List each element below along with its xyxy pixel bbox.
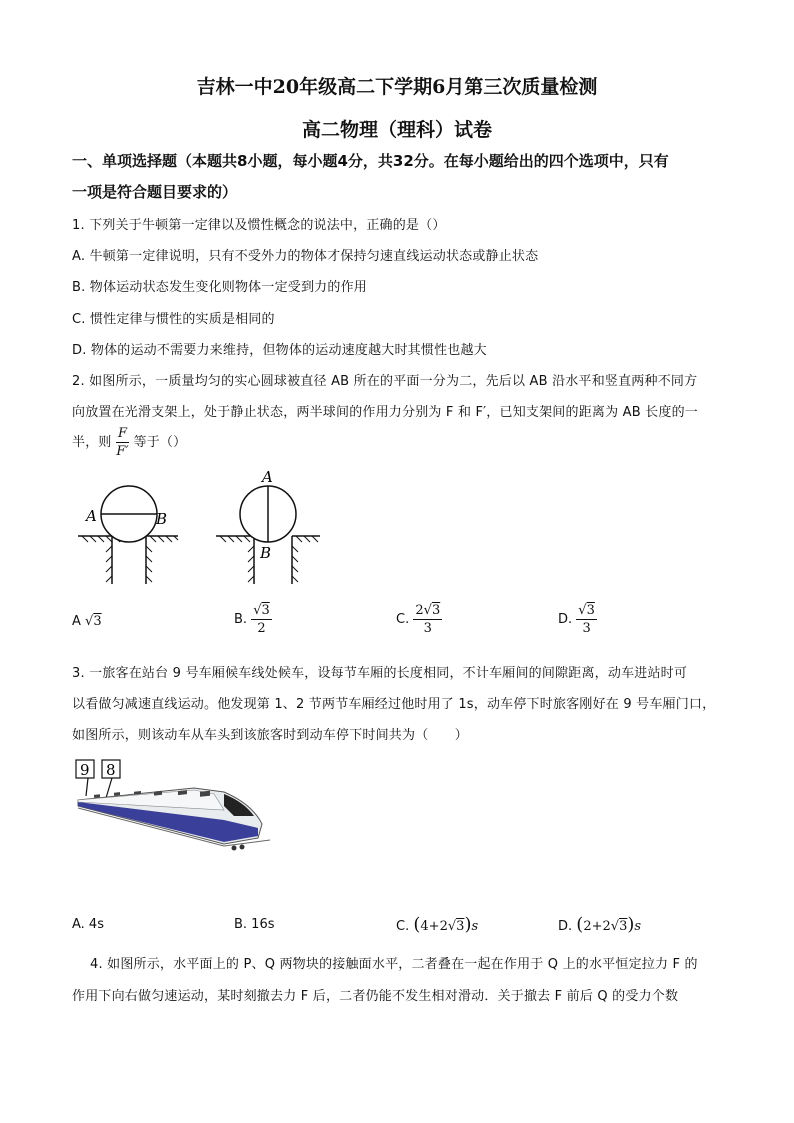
q3-platform-signs bbox=[76, 760, 120, 798]
section-heading-line2: 一项是符合题目要求的） bbox=[72, 183, 238, 201]
section-heading-line1: 一、单项选择题（本题共8小题，每小题4分，共32分。在每小题给出的四个选项中，只有 bbox=[72, 152, 669, 170]
q3-option-d: D. (2+2√3)s bbox=[558, 914, 642, 935]
q3-option-d-a: 2 bbox=[583, 919, 592, 934]
q2-option-d-den: 3 bbox=[582, 621, 591, 636]
q2-option-d-radicand: 3 bbox=[586, 603, 595, 618]
q3-sign-8: 8 bbox=[106, 761, 116, 779]
sqrt-icon: √ bbox=[610, 919, 620, 934]
sqrt-icon: √ bbox=[578, 603, 587, 618]
q2-sphere-figure bbox=[70, 466, 330, 590]
q2-option-c-coef: 2 bbox=[415, 603, 424, 618]
q1-option-c: C. 惯性定律与惯性的实质是相同的 bbox=[72, 312, 275, 327]
q3-option-d-unit: s bbox=[634, 919, 642, 934]
sqrt-icon: √ bbox=[447, 919, 457, 934]
q2-option-d-label: D. bbox=[558, 612, 573, 627]
q2-option-a bbox=[72, 614, 102, 629]
q3-option-d-label: D. bbox=[558, 919, 573, 934]
q2-fraction bbox=[116, 425, 129, 460]
q2-line2: 向放置在光滑支架上，处于静止状态，两半球间的作用力分别为 F 和 F′，已知支架间的距离为 AB 长度的一 bbox=[72, 405, 698, 420]
q3-option-c: C. (4+2√3)s bbox=[396, 914, 479, 935]
q2-line3-pre: 半，则 bbox=[72, 435, 112, 450]
q3-option-c-label: C. bbox=[396, 919, 410, 934]
q2-label-right-b: B bbox=[260, 544, 272, 562]
q3-option-c-radicand: 3 bbox=[456, 919, 465, 934]
q2-label-right-a: A bbox=[262, 468, 273, 486]
q2-frac-den: F′ bbox=[116, 444, 129, 459]
q2-option-d bbox=[558, 602, 597, 637]
q2-option-a-label: A bbox=[72, 614, 81, 629]
q2-line3 bbox=[72, 425, 186, 460]
q1-option-b: B. 物体运动状态发生变化则物体一定受到力的作用 bbox=[72, 280, 367, 295]
exam-subtitle: 高二物理（理科）试卷 bbox=[301, 119, 492, 141]
q2-option-b bbox=[234, 602, 272, 637]
q1-option-d: D. 物体的运动不需要力来维持，但物体的运动速度越大时其惯性也越大 bbox=[72, 343, 487, 358]
sqrt-icon: √ bbox=[253, 603, 262, 618]
q3-train bbox=[78, 788, 270, 851]
sqrt-icon: √ bbox=[423, 603, 432, 618]
q2-line1: 2. 如图所示，一质量均匀的实心圆球被直径 AB 所在的平面一分为二，先后以 AB 沿水平和竖直两种不同方 bbox=[72, 374, 698, 389]
q2-right-sphere bbox=[216, 468, 320, 584]
q1-option-a: A. 牛顿第一定律说明，只有不受外力的物体才保持匀速直线运动状态或静止状态 bbox=[72, 249, 539, 264]
q3-option-d-b: 2 bbox=[602, 919, 611, 934]
q2-option-c-label: C. bbox=[396, 612, 410, 627]
q2-option-c-frac bbox=[413, 602, 442, 637]
q3-line1: 3. 一旅客在站台 9 号车厢候车线处候车，设每节车厢的长度相同，不计车厢间的间隙距离，动车进站时可 bbox=[72, 666, 688, 681]
q2-option-b-label: B. bbox=[234, 612, 248, 627]
q2-option-b-radicand: 3 bbox=[261, 603, 270, 618]
q2-line3-post: 等于（） bbox=[133, 435, 187, 450]
q2-option-c-radicand: 3 bbox=[431, 603, 441, 618]
sqrt-icon: √ bbox=[85, 614, 94, 629]
exam-title: 吉林一中20年级高二下学期6月第三次质量检测 bbox=[196, 76, 598, 98]
q2-frac-num: F bbox=[117, 426, 128, 441]
q3-option-b: B. 16s bbox=[234, 917, 275, 932]
q3-option-c-a: 4 bbox=[420, 919, 429, 934]
q3-option-d-radicand: 3 bbox=[619, 919, 628, 934]
q2-option-c-den: 3 bbox=[423, 621, 432, 636]
q3-line2: 以看做匀减速直线运动。他发现第 1、2 节两节车厢经过他时用了 1s，动车停下时旅客刚好在 9 号车厢门口， bbox=[72, 697, 716, 712]
q2-label-left-b: B bbox=[156, 510, 168, 528]
q2-option-b-den: 2 bbox=[257, 621, 266, 636]
q3-option-a: A. 4s bbox=[72, 917, 104, 932]
q2-left-sphere bbox=[78, 486, 178, 584]
q3-line3: 如图所示，则该动车从车头到该旅客时到动车停下时间共为（ ） bbox=[72, 728, 469, 743]
q3-sign-9: 9 bbox=[80, 761, 90, 779]
q4-line2: 作用下向右做匀速运动，某时刻撤去力 F 后，二者仍能不发生相对滑动．关于撤去 F 前后 Q 的受力个数 bbox=[72, 989, 679, 1004]
q3-train-figure bbox=[74, 758, 270, 858]
q2-option-b-frac bbox=[251, 602, 272, 637]
q1-stem: 1. 下列关于牛顿第一定律以及惯性概念的说法中，正确的是（） bbox=[72, 218, 446, 233]
q2-label-left-a: A bbox=[86, 507, 97, 525]
q2-option-d-frac bbox=[576, 602, 597, 637]
q3-option-c-unit: s bbox=[471, 919, 479, 934]
q4-line1: 4. 如图所示，水平面上的 P、Q 两物块的接触面水平，二者叠在一起在作用于 Q 上的水平恒定拉力 F 的 bbox=[90, 957, 698, 972]
q2-option-c bbox=[396, 602, 442, 637]
q3-option-c-b: 2 bbox=[439, 919, 448, 934]
q2-option-a-radicand: 3 bbox=[93, 614, 102, 629]
